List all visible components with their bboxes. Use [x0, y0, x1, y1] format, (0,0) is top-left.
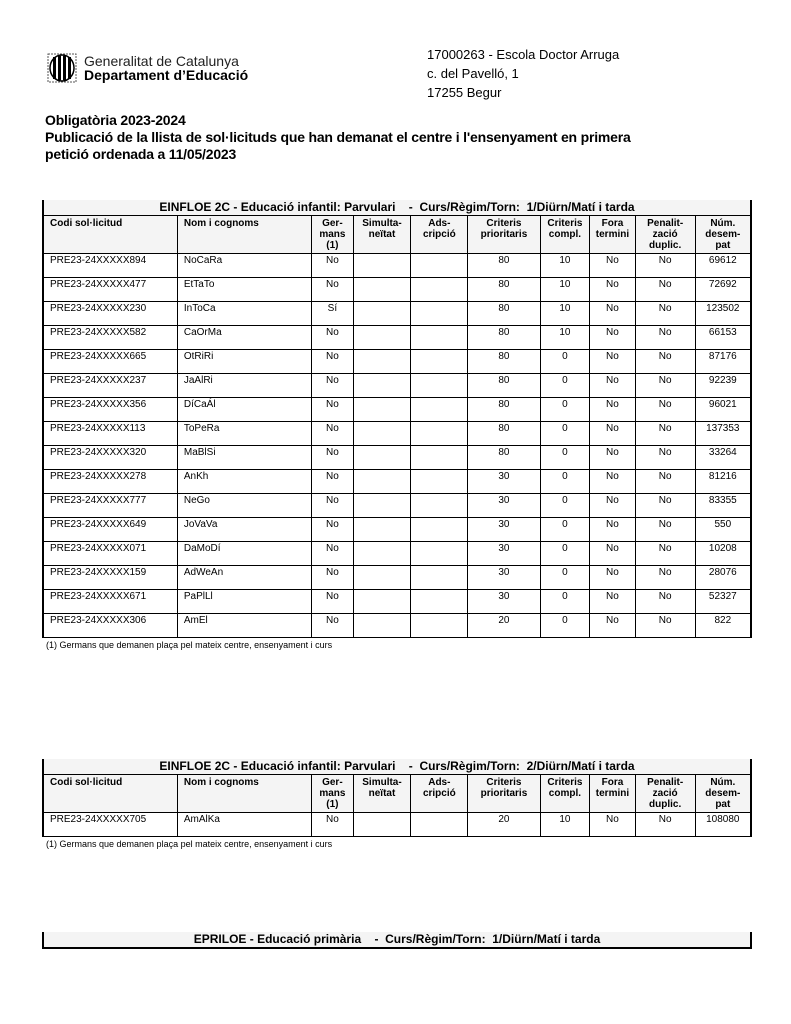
cell-adscripcio	[411, 518, 468, 542]
cell-desempat: 92239	[695, 374, 751, 398]
cell-simultaneitat	[353, 566, 411, 590]
school-street: c. del Pavelló, 1	[427, 66, 519, 81]
cell-compl: 0	[540, 446, 590, 470]
cell-compl: 0	[540, 566, 590, 590]
column-header-nom: Nom i cognoms	[177, 775, 311, 813]
cell-codi: PRE23-24XXXXX278	[43, 470, 177, 494]
column-header-germans: Ger- mans (1)	[312, 216, 353, 254]
cell-penal: No	[635, 350, 695, 374]
table-row	[43, 494, 751, 518]
cell-simultaneitat	[353, 398, 411, 422]
cell-simultaneitat	[353, 278, 411, 302]
cell-nom: DíCaÁl	[177, 398, 311, 422]
cell-penal: No	[635, 254, 695, 278]
column-header-germans: Ger- mans (1)	[312, 775, 353, 813]
cell-prioritaris: 30	[468, 494, 540, 518]
cell-compl: 0	[540, 374, 590, 398]
column-header-prioritaris: Criteris prioritaris	[468, 775, 540, 813]
cell-adscripcio	[411, 302, 468, 326]
cell-prioritaris: 30	[468, 542, 540, 566]
cell-desempat: 28076	[695, 566, 751, 590]
cell-penal: No	[635, 494, 695, 518]
cell-compl: 10	[540, 278, 590, 302]
cell-germans: No	[312, 374, 353, 398]
cell-codi: PRE23-24XXXXX477	[43, 278, 177, 302]
title-line3: petició ordenada a 11/05/2023	[45, 146, 237, 162]
table-row	[43, 542, 751, 566]
cell-adscripcio	[411, 326, 468, 350]
cell-nom: AnKh	[177, 470, 311, 494]
table-row	[43, 470, 751, 494]
cell-codi: PRE23-24XXXXX159	[43, 566, 177, 590]
section-heading: EINFLOE 2C - Educació infantil: Parvulari - Curs/Règim/Torn: 1/Diürn/Matí i tarda	[42, 200, 752, 215]
cell-prioritaris: 80	[468, 446, 540, 470]
cell-germans: No	[312, 542, 353, 566]
cell-germans: No	[312, 518, 353, 542]
cell-compl: 0	[540, 518, 590, 542]
cell-codi: PRE23-24XXXXX582	[43, 326, 177, 350]
table-row	[43, 350, 751, 374]
cell-prioritaris: 80	[468, 302, 540, 326]
cell-germans: No	[312, 590, 353, 614]
column-header-codi: Codi sol·licitud	[43, 775, 177, 813]
cell-simultaneitat	[353, 374, 411, 398]
cell-germans: No	[312, 254, 353, 278]
cell-fora: No	[590, 350, 635, 374]
section-heading: EPRILOE - Educació primària - Curs/Règim/Torn: 1/Diürn/Matí i tarda	[42, 932, 752, 949]
cell-adscripcio	[411, 566, 468, 590]
cell-nom: OtRiRi	[177, 350, 311, 374]
column-header-fora: Fora termini	[590, 775, 635, 813]
cell-germans: No	[312, 494, 353, 518]
cell-penal: No	[635, 566, 695, 590]
department-name: Departament d’Educació	[84, 67, 249, 83]
cell-prioritaris: 30	[468, 566, 540, 590]
cell-fora: No	[590, 374, 635, 398]
document-title	[45, 112, 765, 163]
requests-table	[42, 215, 752, 638]
cell-desempat: 52327	[695, 590, 751, 614]
cell-desempat: 550	[695, 518, 751, 542]
cell-prioritaris: 80	[468, 374, 540, 398]
cell-prioritaris: 30	[468, 518, 540, 542]
cell-desempat: 66153	[695, 326, 751, 350]
table-row	[43, 254, 751, 278]
cell-adscripcio	[411, 350, 468, 374]
cell-nom: EtTaTo	[177, 278, 311, 302]
cell-fora: No	[590, 254, 635, 278]
cell-compl: 0	[540, 542, 590, 566]
cell-simultaneitat	[353, 470, 411, 494]
cell-adscripcio	[411, 278, 468, 302]
cell-compl: 0	[540, 470, 590, 494]
org-name: Generalitat de Catalunya	[84, 53, 239, 69]
cell-fora: No	[590, 614, 635, 638]
cell-simultaneitat	[353, 542, 411, 566]
cell-penal: No	[635, 446, 695, 470]
cell-desempat: 123502	[695, 302, 751, 326]
column-header-adscripcio: Ads- cripció	[411, 216, 468, 254]
column-header-compl: Criteris compl.	[540, 216, 590, 254]
cell-fora: No	[590, 813, 635, 837]
table-row	[43, 278, 751, 302]
cell-nom: JoVaVa	[177, 518, 311, 542]
table-row	[43, 590, 751, 614]
cell-desempat: 83355	[695, 494, 751, 518]
cell-desempat: 69612	[695, 254, 751, 278]
school-name: 17000263 - Escola Doctor Arruga	[427, 47, 620, 62]
cell-compl: 10	[540, 326, 590, 350]
cell-penal: No	[635, 278, 695, 302]
cell-compl: 10	[540, 254, 590, 278]
cell-codi: PRE23-24XXXXX894	[43, 254, 177, 278]
cell-adscripcio	[411, 813, 468, 837]
cell-penal: No	[635, 470, 695, 494]
cell-fora: No	[590, 470, 635, 494]
cell-desempat: 33264	[695, 446, 751, 470]
cell-penal: No	[635, 302, 695, 326]
column-header-penal: Penalit- zació duplic.	[635, 775, 695, 813]
table-row	[43, 398, 751, 422]
cell-codi: PRE23-24XXXXX113	[43, 422, 177, 446]
cell-fora: No	[590, 446, 635, 470]
school-address	[427, 45, 619, 102]
cell-simultaneitat	[353, 302, 411, 326]
cell-penal: No	[635, 518, 695, 542]
cell-germans: No	[312, 813, 353, 837]
cell-compl: 0	[540, 494, 590, 518]
cell-germans: No	[312, 326, 353, 350]
table-row	[43, 374, 751, 398]
cell-germans: Sí	[312, 302, 353, 326]
cell-simultaneitat	[353, 518, 411, 542]
table-row	[43, 566, 751, 590]
title-line2: Publicació de la llista de sol·licituds que han demanat el centre i l'ensenyament en primera	[45, 129, 631, 145]
table-row	[43, 326, 751, 350]
cell-nom: AmEl	[177, 614, 311, 638]
cell-codi: PRE23-24XXXXX237	[43, 374, 177, 398]
cell-germans: No	[312, 446, 353, 470]
table-row	[43, 813, 751, 837]
cell-fora: No	[590, 518, 635, 542]
requests-table	[42, 774, 752, 837]
cell-simultaneitat	[353, 494, 411, 518]
column-header-penal: Penalit- zació duplic.	[635, 216, 695, 254]
cell-codi: PRE23-24XXXXX320	[43, 446, 177, 470]
cell-prioritaris: 80	[468, 350, 540, 374]
cell-adscripcio	[411, 614, 468, 638]
table-row	[43, 422, 751, 446]
table-section-1	[42, 200, 752, 650]
cell-codi: PRE23-24XXXXX306	[43, 614, 177, 638]
cell-germans: No	[312, 470, 353, 494]
cell-fora: No	[590, 398, 635, 422]
cell-fora: No	[590, 566, 635, 590]
table-section-2	[42, 759, 752, 849]
table-row	[43, 446, 751, 470]
cell-desempat: 87176	[695, 350, 751, 374]
cell-desempat: 96021	[695, 398, 751, 422]
cell-fora: No	[590, 542, 635, 566]
cell-simultaneitat	[353, 326, 411, 350]
cell-prioritaris: 80	[468, 278, 540, 302]
column-header-compl: Criteris compl.	[540, 775, 590, 813]
cell-desempat: 81216	[695, 470, 751, 494]
cell-compl: 0	[540, 398, 590, 422]
cell-simultaneitat	[353, 350, 411, 374]
cell-adscripcio	[411, 590, 468, 614]
cell-codi: PRE23-24XXXXX777	[43, 494, 177, 518]
cell-germans: No	[312, 398, 353, 422]
cell-prioritaris: 30	[468, 590, 540, 614]
cell-fora: No	[590, 590, 635, 614]
section-heading: EINFLOE 2C - Educació infantil: Parvulari - Curs/Règim/Torn: 2/Diürn/Matí i tarda	[42, 759, 752, 774]
cell-fora: No	[590, 278, 635, 302]
cell-fora: No	[590, 422, 635, 446]
cell-simultaneitat	[353, 614, 411, 638]
cell-compl: 0	[540, 422, 590, 446]
cell-prioritaris: 80	[468, 422, 540, 446]
cell-simultaneitat	[353, 813, 411, 837]
cell-desempat: 137353	[695, 422, 751, 446]
cell-penal: No	[635, 590, 695, 614]
table-header-row	[43, 216, 751, 254]
cell-prioritaris: 20	[468, 813, 540, 837]
column-header-simultaneitat: Simulta- neïtat	[353, 775, 411, 813]
column-header-simultaneitat: Simulta- neïtat	[353, 216, 411, 254]
cell-prioritaris: 30	[468, 470, 540, 494]
cell-simultaneitat	[353, 254, 411, 278]
cell-codi: PRE23-24XXXXX356	[43, 398, 177, 422]
cell-simultaneitat	[353, 422, 411, 446]
cell-compl: 0	[540, 614, 590, 638]
cell-compl: 0	[540, 590, 590, 614]
cell-compl: 10	[540, 813, 590, 837]
cell-codi: PRE23-24XXXXX071	[43, 542, 177, 566]
column-header-nom: Nom i cognoms	[177, 216, 311, 254]
cell-codi: PRE23-24XXXXX671	[43, 590, 177, 614]
cell-nom: AmAlKa	[177, 813, 311, 837]
cell-adscripcio	[411, 254, 468, 278]
cell-penal: No	[635, 813, 695, 837]
cell-adscripcio	[411, 422, 468, 446]
cell-nom: CaOrMa	[177, 326, 311, 350]
cell-adscripcio	[411, 542, 468, 566]
cell-germans: No	[312, 350, 353, 374]
cell-nom: ToPeRa	[177, 422, 311, 446]
table-row	[43, 302, 751, 326]
cell-adscripcio	[411, 374, 468, 398]
cell-penal: No	[635, 422, 695, 446]
cell-fora: No	[590, 494, 635, 518]
cell-desempat: 72692	[695, 278, 751, 302]
cell-fora: No	[590, 326, 635, 350]
column-header-fora: Fora termini	[590, 216, 635, 254]
cell-nom: NeGo	[177, 494, 311, 518]
cell-nom: NoCaRa	[177, 254, 311, 278]
table-section-3	[42, 932, 752, 949]
cell-nom: AdWeAn	[177, 566, 311, 590]
cell-simultaneitat	[353, 590, 411, 614]
cell-adscripcio	[411, 470, 468, 494]
cell-penal: No	[635, 374, 695, 398]
cell-desempat: 10208	[695, 542, 751, 566]
column-header-prioritaris: Criteris prioritaris	[468, 216, 540, 254]
cell-desempat: 822	[695, 614, 751, 638]
cell-adscripcio	[411, 398, 468, 422]
cell-fora: No	[590, 302, 635, 326]
cell-germans: No	[312, 566, 353, 590]
cell-penal: No	[635, 614, 695, 638]
cell-prioritaris: 80	[468, 398, 540, 422]
table-row	[43, 518, 751, 542]
cell-codi: PRE23-24XXXXX665	[43, 350, 177, 374]
cell-simultaneitat	[353, 446, 411, 470]
generalitat-emblem-icon	[47, 53, 77, 83]
cell-prioritaris: 80	[468, 326, 540, 350]
header-logo	[47, 53, 248, 83]
title-year: Obligatòria 2023-2024	[45, 112, 186, 128]
cell-prioritaris: 80	[468, 254, 540, 278]
cell-penal: No	[635, 398, 695, 422]
cell-codi: PRE23-24XXXXX705	[43, 813, 177, 837]
column-header-codi: Codi sol·licitud	[43, 216, 177, 254]
cell-germans: No	[312, 614, 353, 638]
cell-nom: PaPlLl	[177, 590, 311, 614]
school-city: 17255 Begur	[427, 85, 502, 100]
table-row	[43, 614, 751, 638]
cell-prioritaris: 20	[468, 614, 540, 638]
cell-codi: PRE23-24XXXXX649	[43, 518, 177, 542]
cell-adscripcio	[411, 446, 468, 470]
cell-penal: No	[635, 326, 695, 350]
cell-adscripcio	[411, 494, 468, 518]
cell-penal: No	[635, 542, 695, 566]
column-header-desempat: Núm. desem- pat	[695, 216, 751, 254]
cell-desempat: 108080	[695, 813, 751, 837]
cell-nom: JaAlRi	[177, 374, 311, 398]
cell-nom: MaBlSi	[177, 446, 311, 470]
table-header-row	[43, 775, 751, 813]
cell-compl: 10	[540, 302, 590, 326]
column-header-adscripcio: Ads- cripció	[411, 775, 468, 813]
cell-nom: InToCa	[177, 302, 311, 326]
cell-nom: DaMoDí	[177, 542, 311, 566]
cell-codi: PRE23-24XXXXX230	[43, 302, 177, 326]
cell-germans: No	[312, 422, 353, 446]
column-header-desempat: Núm. desem- pat	[695, 775, 751, 813]
footnote: (1) Germans que demanen plaça pel mateix centre, ensenyament i curs	[46, 839, 333, 849]
cell-compl: 0	[540, 350, 590, 374]
footnote: (1) Germans que demanen plaça pel mateix centre, ensenyament i curs	[46, 640, 333, 650]
cell-germans: No	[312, 278, 353, 302]
